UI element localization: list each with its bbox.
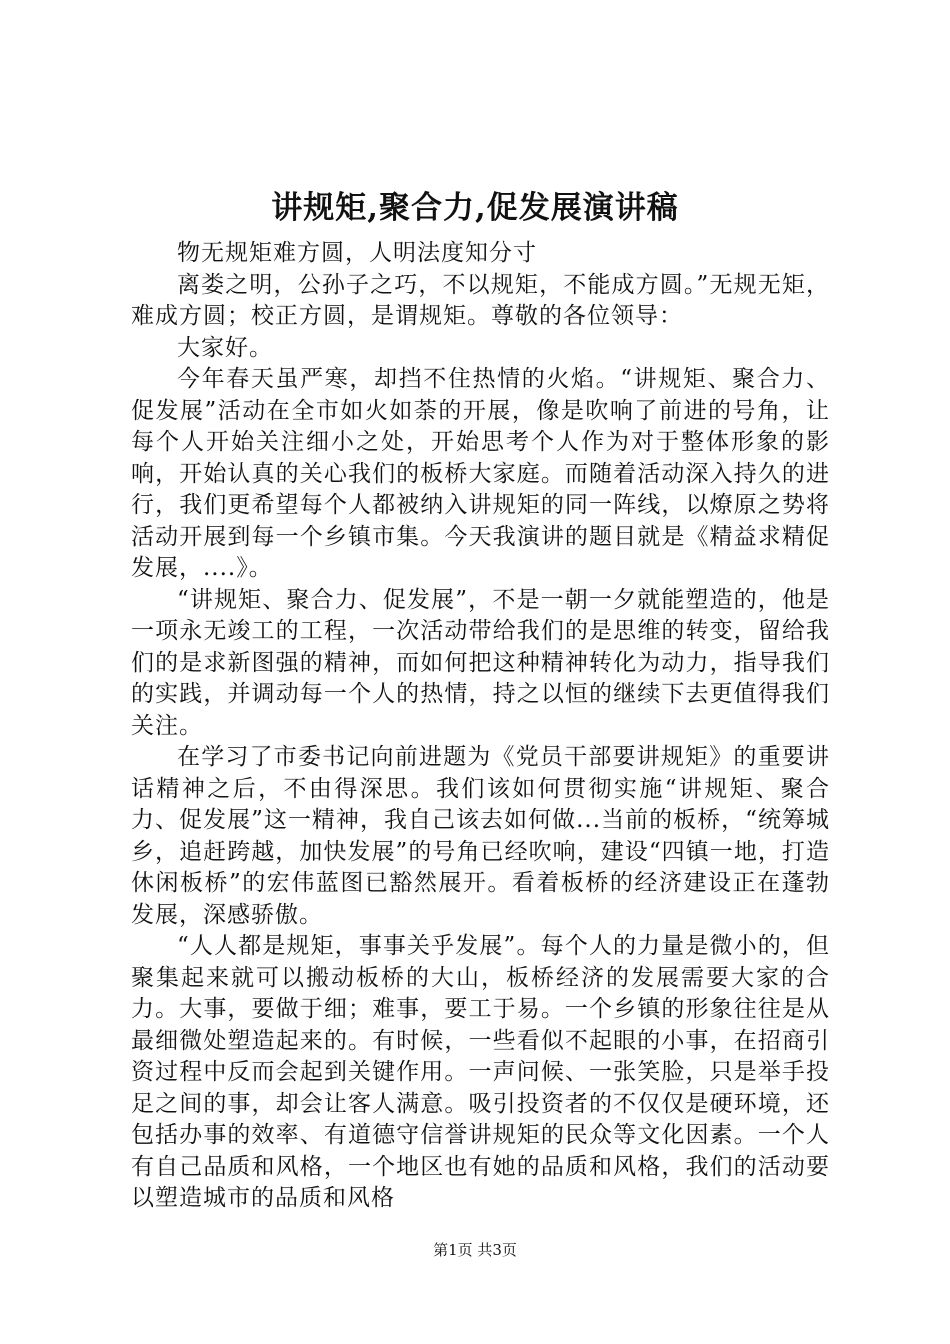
paragraph: “讲规矩、聚合力、促发展”，不是一朝一夕就能塑造的，他是一项永无竣工的工程，一次活动带给我们的是思维的转变，留给我们的是求新图强的精神，而如何把这种精神转化为动力，指导我们的实践，并调动每一个人的热情，持之以恒的继续下去更值得我们关注。 [131,586,830,739]
paragraph-subtitle: 物无规矩难方圆，人明法度知分寸 [177,240,537,266]
paragraph: 今年春天虽严寒，却挡不住热情的火焰。“讲规矩、聚合力、促发展”活动在全市如火如荼的开展，像是吹响了前进的号角，让每个人开始关注细小之处，开始思考个人作为对于整体形象的影响，开始认真的关心我们的板桥大家庭。而随着活动深入持久的进行，我们更希望每个人都被纳入讲规矩的同一阵线，以燎原之势将活动开展到每一个乡镇市集。今天我演讲的题目就是《精益求精促发展，....》。 [131,366,830,581]
page-number-footer: 第1页 共3页 [433,1241,517,1259]
paragraph-quote: 离娄之明，公孙子之巧，不以规矩，不能成方圆。”无规无矩，难成方圆；校正方圆，是谓规矩。尊敬的各位领导： [131,271,830,329]
paragraph: “人人都是规矩，事事关乎发展”。每个人的力量是微小的，但聚集起来就可以搬动板桥的大山，板桥经济的发展需要大家的合力。大事，要做于细；难事，要工于易。一个乡镇的形象往往是从最细微处塑造起来的。有时候，一些看似不起眼的小事，在招商引资过程中反而会起到关键作用。一声问候、一张笑脸，只是举手投足之间的事，却会让客人满意。吸引投资者的不仅仅是硬环境，还包括办事的效率、有道德守信誉讲规矩的民众等文化因素。一个人有自己品质和风格，一个地区也有她的品质和风格，我们的活动要以塑造城市的品质和风格 [131,933,830,1211]
paragraph-greeting: 大家好。 [177,334,273,361]
document-title: 讲规矩,聚合力,促发展演讲稿 [271,190,679,226]
document-body [131,238,830,1215]
paragraph: 在学习了市委书记向前进题为《党员干部要讲规矩》的重要讲话精神之后，不由得深思。我们该如何贯彻实施“讲规矩、聚合力、促发展”这一精神，我自己该去如何做...当前的板桥，“统筹城乡，追赶跨越，加快发展”的号角已经吹响，建设“四镇一地，打造休闲板桥”的宏伟蓝图已豁然展开。看着板桥的经济建设正在蓬勃发展，深感骄傲。 [131,744,830,928]
